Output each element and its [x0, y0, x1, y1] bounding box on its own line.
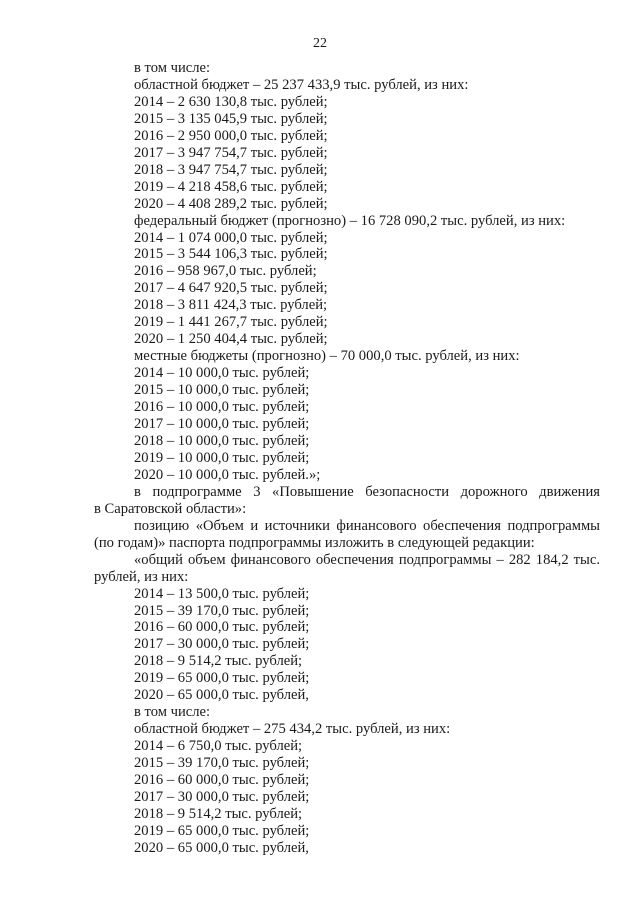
text-line: 2016 – 60 000,0 тыс. рублей;	[134, 772, 310, 789]
text-line: 2018 – 10 000,0 тыс. рублей;	[134, 432, 310, 449]
text-line: (по годам)» паспорта подпрограммы изложить в следующей редакции:	[94, 534, 535, 551]
text-line: 2014 – 10 000,0 тыс. рублей;	[134, 365, 310, 382]
text-line: 2019 – 10 000,0 тыс. рублей;	[134, 449, 310, 466]
text-line: 2016 – 60 000,0 тыс. рублей;	[134, 619, 310, 636]
text-line: «общий объем финансового обеспечения подпрограммы – 282 184,2 тыс.	[134, 551, 600, 568]
text-line: 2015 – 10 000,0 тыс. рублей;	[134, 382, 310, 399]
text-line: 2015 – 39 170,0 тыс. рублей;	[134, 602, 310, 619]
text-line: 2016 – 958 967,0 тыс. рублей;	[134, 263, 317, 280]
text-line: 2017 – 3 947 754,7 тыс. рублей;	[134, 144, 328, 161]
text-line: 2020 – 1 250 404,4 тыс. рублей;	[134, 331, 328, 348]
text-line: в Саратовской области»:	[94, 500, 247, 517]
text-line: 2019 – 65 000,0 тыс. рублей;	[134, 670, 310, 687]
text-line: 2014 – 6 750,0 тыс. рублей;	[134, 738, 303, 755]
text-line: позицию «Объем и источники финансового обеспечения подпрограммы	[134, 517, 600, 534]
text-line: 2019 – 65 000,0 тыс. рублей;	[134, 822, 310, 839]
text-line: рублей, из них:	[94, 568, 189, 585]
text-line: 2017 – 10 000,0 тыс. рублей;	[134, 416, 310, 433]
text-line: 2018 – 9 514,2 тыс. рублей;	[134, 805, 303, 822]
text-line: федеральный бюджет (прогнозно) – 16 728 090,2 тыс. рублей, из них:	[134, 212, 566, 229]
document-body	[94, 60, 600, 857]
text-line: 2020 – 10 000,0 тыс. рублей.»;	[134, 466, 321, 483]
text-line: в том числе:	[134, 704, 211, 721]
text-line: 2019 – 4 218 458,6 тыс. рублей;	[134, 178, 328, 195]
text-line: 2015 – 3 544 106,3 тыс. рублей;	[134, 246, 328, 263]
text-line: областной бюджет – 275 434,2 тыс. рублей, из них:	[134, 721, 451, 738]
text-line: 2018 – 3 811 424,3 тыс. рублей;	[134, 297, 328, 314]
text-line: в подпрограмме 3 «Повышение безопасности дорожного движения	[134, 483, 600, 500]
text-line: 2020 – 65 000,0 тыс. рублей,	[134, 687, 309, 704]
text-line: 2018 – 3 947 754,7 тыс. рублей;	[134, 161, 328, 178]
text-line: 2016 – 10 000,0 тыс. рублей;	[134, 399, 310, 416]
text-line: 2014 – 1 074 000,0 тыс. рублей;	[134, 229, 328, 246]
text-line: 2015 – 3 135 045,9 тыс. рублей;	[134, 110, 328, 127]
text-line: 2017 – 4 647 920,5 тыс. рублей;	[134, 280, 328, 297]
text-line: 2016 – 2 950 000,0 тыс. рублей;	[134, 127, 328, 144]
text-line: местные бюджеты (прогнозно) – 70 000,0 тыс. рублей, из них:	[134, 348, 520, 365]
text-line: 2015 – 39 170,0 тыс. рублей;	[134, 755, 310, 772]
text-line: областной бюджет – 25 237 433,9 тыс. рублей, из них:	[134, 76, 469, 93]
text-line: 2014 – 2 630 130,8 тыс. рублей;	[134, 93, 328, 110]
text-line: 2020 – 4 408 289,2 тыс. рублей;	[134, 195, 328, 212]
text-line: в том числе:	[134, 60, 211, 76]
text-line: 2019 – 1 441 267,7 тыс. рублей;	[134, 314, 328, 331]
text-line: 2020 – 65 000,0 тыс. рублей,	[134, 839, 309, 856]
text-line: 2014 – 13 500,0 тыс. рублей;	[134, 585, 310, 602]
text-line: 2017 – 30 000,0 тыс. рублей;	[134, 788, 310, 805]
text-line: 2017 – 30 000,0 тыс. рублей;	[134, 636, 310, 653]
page-number: 22	[313, 36, 327, 51]
text-line: 2018 – 9 514,2 тыс. рублей;	[134, 653, 303, 670]
